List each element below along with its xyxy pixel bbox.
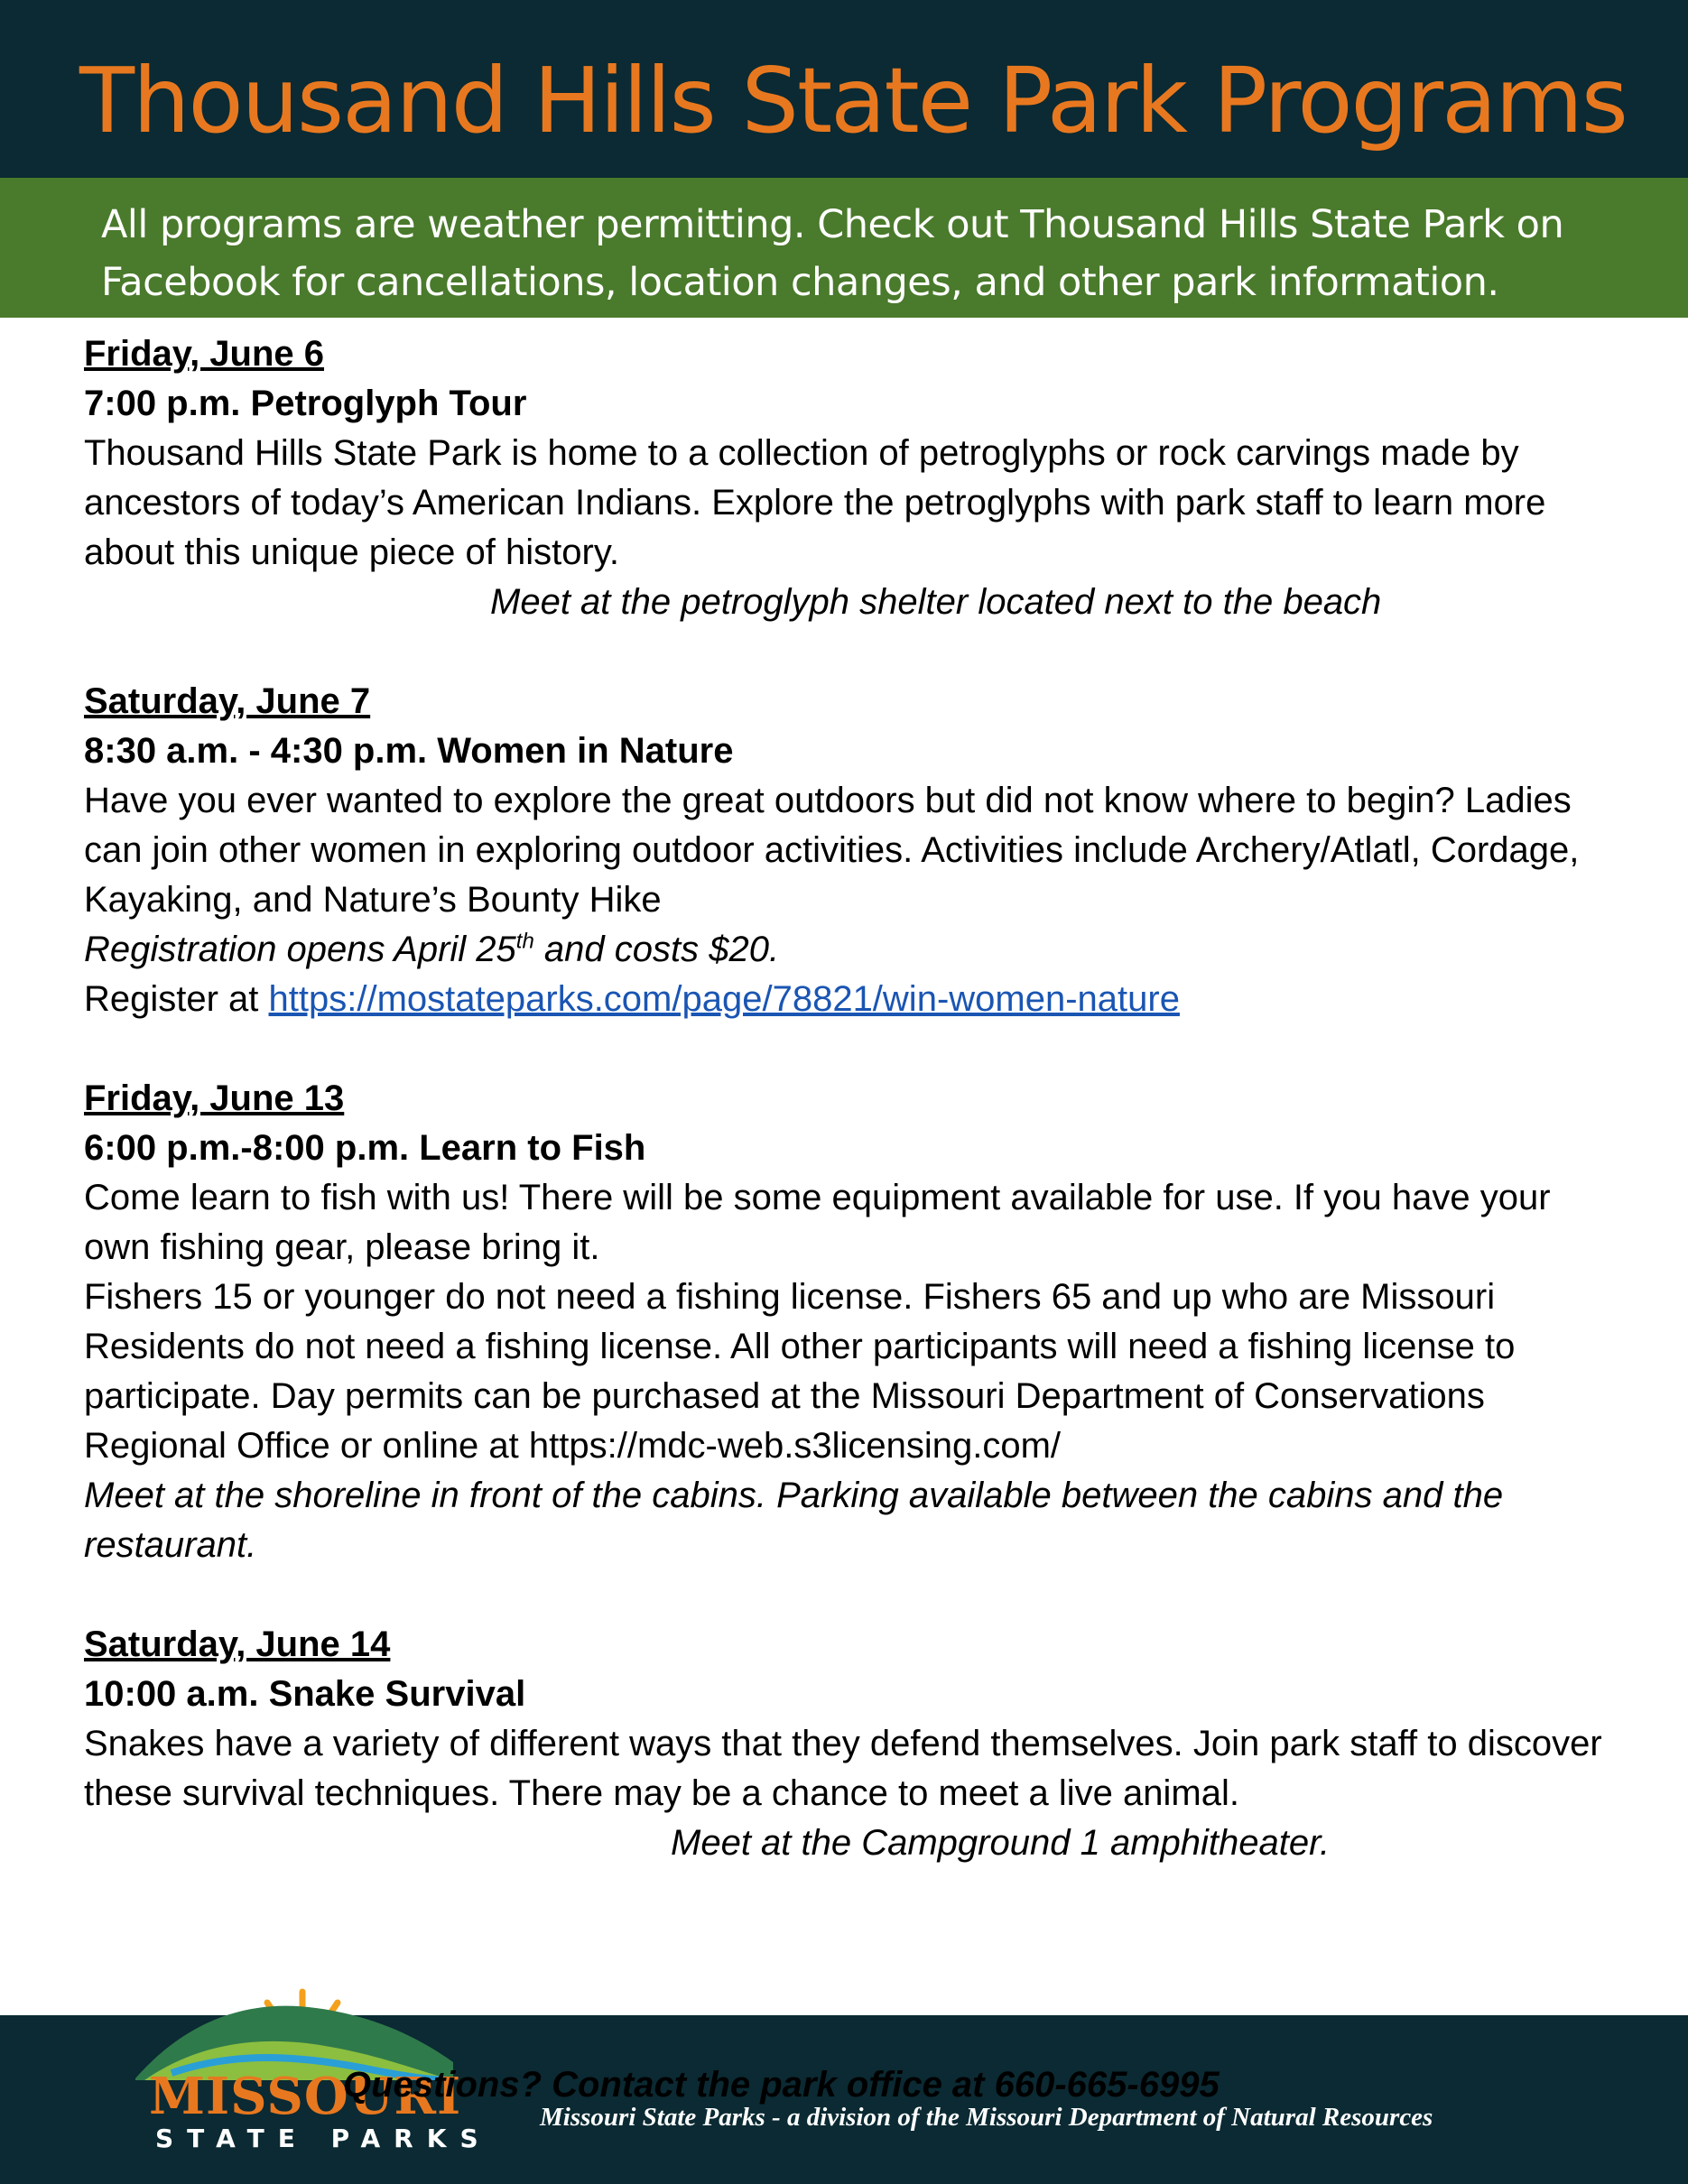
event-date: Saturday, June 14 xyxy=(84,1624,391,1664)
event-title: 7:00 p.m. Petroglyph Tour xyxy=(84,384,527,423)
missouri-state-parks-logo xyxy=(117,1945,492,2153)
event-learn-to-fish xyxy=(84,1074,1618,1570)
event-date: Friday, June 6 xyxy=(84,334,325,374)
register-label: Register at xyxy=(84,979,269,1019)
event-snake-survival xyxy=(84,1620,1618,1868)
event-license-info: Fishers 15 or younger do not need a fishing license. Fishers 65 and up who are Missouri Residents do not need a fishing license. All other participants will need a fishing license to participate. Day permits can be purchased at the Missouri Department of Conservations Regional Office or online at https://mdc-web.s3licensing.com/ xyxy=(84,1277,1516,1466)
register-link[interactable]: https://mostateparks.com/page/78821/win-women-nature xyxy=(268,979,1180,1019)
event-date: Friday, June 13 xyxy=(84,1078,345,1118)
event-description: Come learn to fish with us! There will be some equipment available for use. If you have your own fishing gear, please bring it. xyxy=(84,1178,1551,1267)
event-description: Snakes have a variety of different ways that they defend themselves. Join park staff to discover these survival techniques. There may be a chance to meet a live animal. xyxy=(84,1724,1602,1813)
page-title: Thousand Hills State Park Programs xyxy=(79,48,1627,153)
event-petroglyph-tour xyxy=(84,329,1618,627)
event-registration-info xyxy=(84,925,1618,975)
contact-question: Questions? Contact the park office at 660-665-6995 xyxy=(343,2065,1220,2105)
weather-notice-text: All programs are weather permitting. Check out Thousand Hills State Park on Facebook for cancellations, location changes, and other park information. xyxy=(101,202,1564,305)
registration-cost-text: and costs $20. xyxy=(533,930,780,969)
division-credit: Missouri State Parks - a division of the Missouri Department of Natural Resources xyxy=(540,2103,1433,2132)
event-date: Saturday, June 7 xyxy=(84,681,371,721)
ordinal-suffix: th xyxy=(515,929,534,954)
weather-notice-banner xyxy=(0,178,1688,318)
page-header xyxy=(0,0,1688,178)
event-description: Thousand Hills State Park is home to a collection of petroglyphs or rock carvings made by ancestors of today’s American Indians. Explore the petroglyphs with park staff to learn more about this unique piece of history. xyxy=(84,433,1546,572)
event-description: Have you ever wanted to explore the great outdoors but did not know where to begin? Ladies can join other women in exploring outdoor activities. Activities include Archery/Atlatl, Cordage, Kayaking, and Nature’s Bounty Hike xyxy=(84,781,1580,920)
program-list xyxy=(84,329,1618,1868)
event-meeting-location: Meet at the petroglyph shelter located next to the beach xyxy=(490,582,1382,622)
event-register-line xyxy=(84,975,1618,1024)
hills-sun-icon xyxy=(117,1945,460,2080)
logo-wordmark: MISSOURI xyxy=(149,2067,462,2126)
event-meeting-location: Meet at the shoreline in front of the cabins. Parking available between the cabins and the restaurant. xyxy=(84,1476,1504,1565)
event-title: 10:00 a.m. Snake Survival xyxy=(84,1674,526,1714)
event-title: 6:00 p.m.-8:00 p.m. Learn to Fish xyxy=(84,1128,646,1168)
event-meeting-location: Meet at the Campground 1 amphitheater. xyxy=(671,1823,1331,1863)
event-women-in-nature xyxy=(84,677,1618,1024)
event-title: 8:30 a.m. - 4:30 p.m. Women in Nature xyxy=(84,731,734,771)
logo-subtitle: STATE PARKS xyxy=(155,2124,492,2153)
registration-text: Registration opens April 25 xyxy=(84,930,516,969)
